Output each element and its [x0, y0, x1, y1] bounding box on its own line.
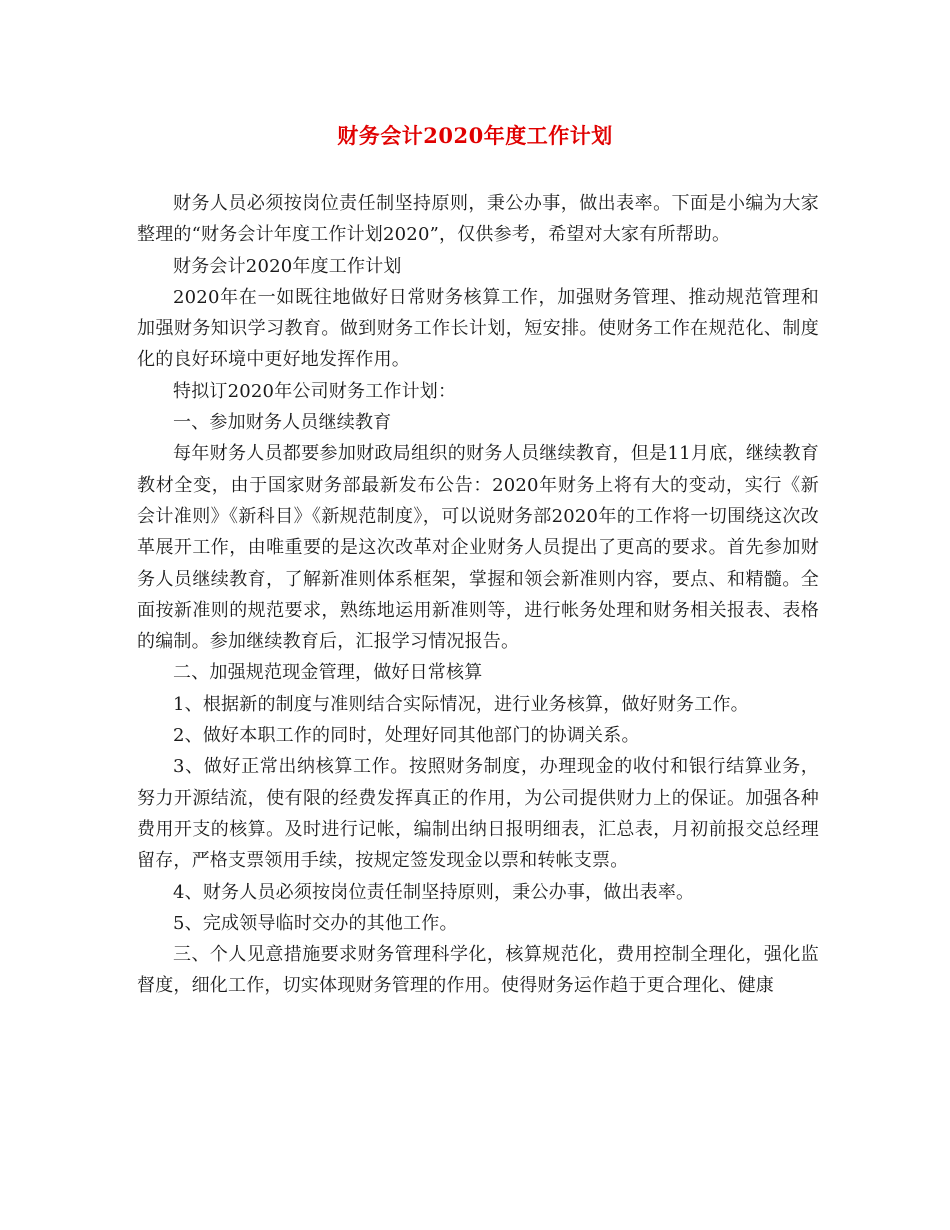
overview-paragraph: 2020年在一如既往地做好日常财务核算工作，加强财务管理、推动规范管理和加强财务知识学习教育。做到财务工作长计划，短安排。使财务工作在规范化、制度化的良好环境中更好地发挥作用。: [137, 286, 819, 371]
section-3-paragraph: 三、个人见意措施要求财务管理科学化，核算规范化，费用控制全理化，强化监督度，细化工作，切实体现财务管理的作用。使得财务运作趋于更合理化、健康: [137, 944, 819, 997]
section-1-paragraph: 每年财务人员都要参加财政局组织的财务人员继续教育，但是11月底，继续教育教材全变，由于国家财务部最新发布公告：2020年财务上将有大的变动，实行《新会计准则》《新科目》《新规范制度》，可以说财务部2020年的工作将一切围绕这次改革展开工作，由唯重要的是这次改革对企业财务人员提出了更高的要求。首先参加财务人员继续教育，了解新准则体系框架，掌握和领会新准则内容，要点、和精髓。全面按新准则的规范要求，熟练地运用新准则等，进行帐务处理和财务相关报表、表格的编制。参加继续教育后，汇报学习情况报告。: [137, 443, 819, 653]
list-item: 1、根据新的制度与准则结合实际情况，进行业务核算，做好财务工作。: [173, 693, 749, 715]
section-heading-1: 一、参加财务人员继续教育: [173, 412, 392, 434]
plan-intro-paragraph: 特拟订2020年公司财务工作计划：: [173, 380, 457, 402]
document-body: [137, 188, 819, 1002]
document-title: 财务会计2020年度工作计划: [337, 123, 613, 148]
list-item: 5、完成领导临时交办的其他工作。: [173, 912, 458, 934]
section-heading-2: 二、加强规范现金管理，做好日常核算: [173, 662, 483, 684]
intro-paragraph: 财务人员必须按岗位责任制坚持原则，秉公办事，做出表率。下面是小编为大家整理的“财务会计年度工作计划2020”，仅供参考，希望对大家有所帮助。: [137, 193, 819, 246]
subtitle-paragraph: 财务会计2020年度工作计划: [173, 255, 402, 277]
list-item: 4、财务人员必须按岗位责任制坚持原则，秉公办事，做出表率。: [173, 881, 695, 903]
list-item: 3、做好正常出纳核算工作。按照财务制度，办理现金的收付和银行结算业务，努力开源结流，使有限的经费发挥真正的作用，为公司提供财力上的保证。加强各种费用开支的核算。及时进行记帐，编制出纳日报明细表，汇总表，月初前报交总经理留存，严格支票领用手续，按规定签发现金以票和转帐支票。: [137, 756, 819, 872]
list-item: 2、做好本职工作的同时，处理好同其他部门的协调关系。: [173, 725, 640, 747]
